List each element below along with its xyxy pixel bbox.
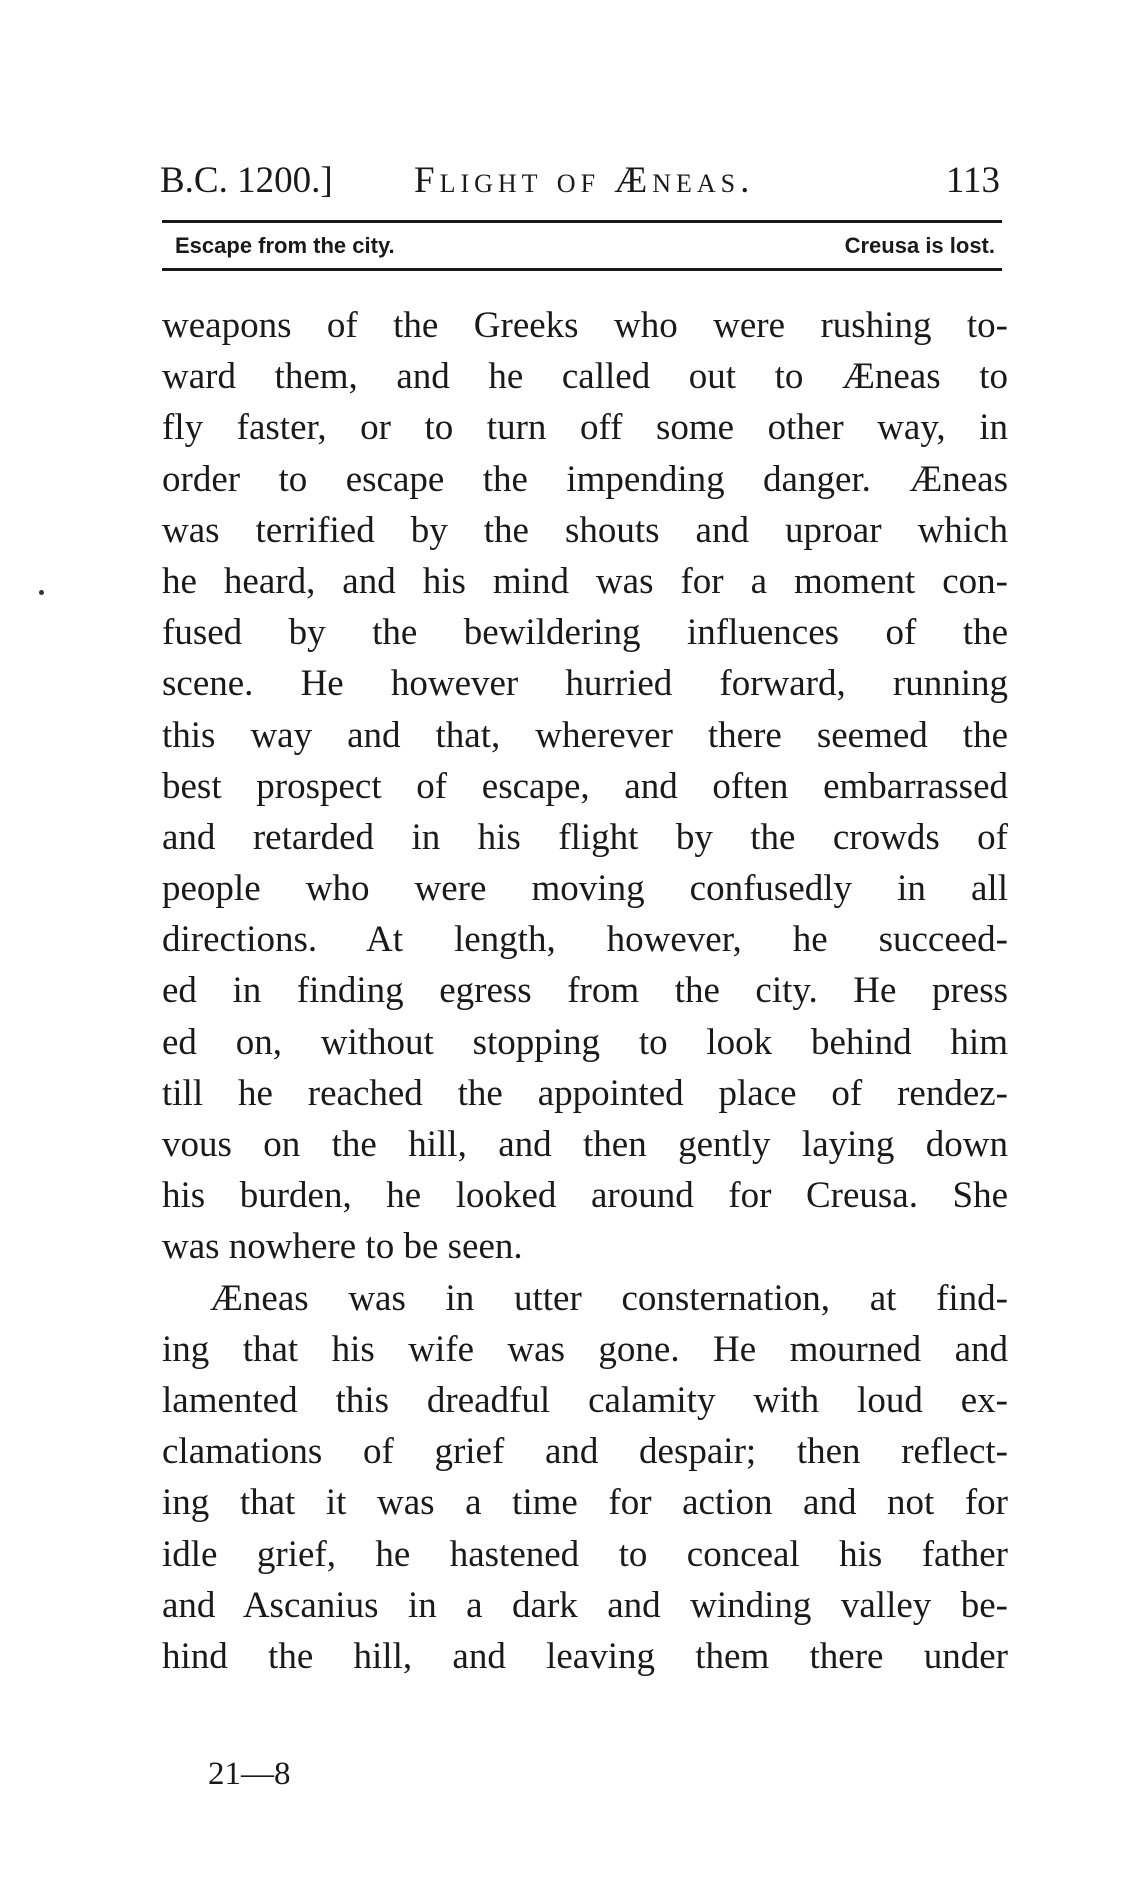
text-line: he heard, and his mind was for a moment con- [162, 560, 1008, 602]
text-line: vous on the hill, and then gently laying down [162, 1124, 1008, 1165]
text-line: fused by the bewildering influences of the [162, 612, 1008, 654]
margin-mark [39, 590, 44, 595]
text-line: hind the hill, and leaving them there under [162, 1635, 1008, 1677]
text-line: scene. He however hurried forward, running [162, 663, 1008, 705]
text-line: idle grief, he hastened to conceal his father [162, 1533, 1008, 1575]
printer-signature: 21—8 [208, 1756, 291, 1792]
text-line: ing that his wife was gone. He mourned and [162, 1328, 1008, 1370]
text-line: clamations of grief and despair; then reflect- [162, 1431, 1008, 1473]
text-line: lamented this dreadful calamity with loud ex- [162, 1379, 1008, 1421]
text-line: best prospect of escape, and often embarrassed [162, 765, 1008, 807]
text-line: fly faster, or to turn off some other way, in [162, 407, 1008, 449]
subheader-left: Escape from the city. [175, 233, 395, 258]
paragraph-start-line: Æneas was in utter consternation, at find- [210, 1277, 1008, 1319]
text-line: his burden, he looked around for Creusa. She [162, 1175, 1008, 1217]
text-line: and retarded in his flight by the crowds of [162, 816, 1008, 858]
header-rule-top [162, 220, 1002, 223]
text-line: till he reached the appointed place of rendez- [162, 1072, 1008, 1114]
subheader-right: Creusa is lost. [844, 233, 995, 258]
text-line: order to escape the impending danger. Æneas [162, 458, 1008, 500]
header-date: B.C. 1200.] [160, 160, 333, 201]
text-line: was terrified by the shouts and uproar which [162, 509, 1008, 551]
text-line: ward them, and he called out to Æneas to [162, 356, 1008, 398]
text-line: this way and that, wherever there seemed the [162, 714, 1008, 756]
text-line: ing that it was a time for action and not for [162, 1482, 1008, 1524]
page-number: 113 [945, 160, 1000, 201]
text-line: ed on, without stopping to look behind him [162, 1021, 1008, 1063]
subheader [175, 229, 995, 263]
body-text [162, 300, 1008, 1682]
text-line: people who were moving confusedly in all [162, 868, 1008, 910]
text-line: ed in finding egress from the city. He press [162, 970, 1008, 1012]
paragraph-end-line: was nowhere to be seen. [162, 1226, 523, 1268]
header-rule-bottom [162, 268, 1002, 271]
running-head [160, 156, 1000, 206]
text-line: directions. At length, however, he succeed- [162, 919, 1008, 961]
header-title: Flight of Æneas. [414, 160, 755, 201]
text-line: and Ascanius in a dark and winding valley be- [162, 1584, 1008, 1626]
text-line: weapons of the Greeks who were rushing to- [162, 305, 1008, 346]
